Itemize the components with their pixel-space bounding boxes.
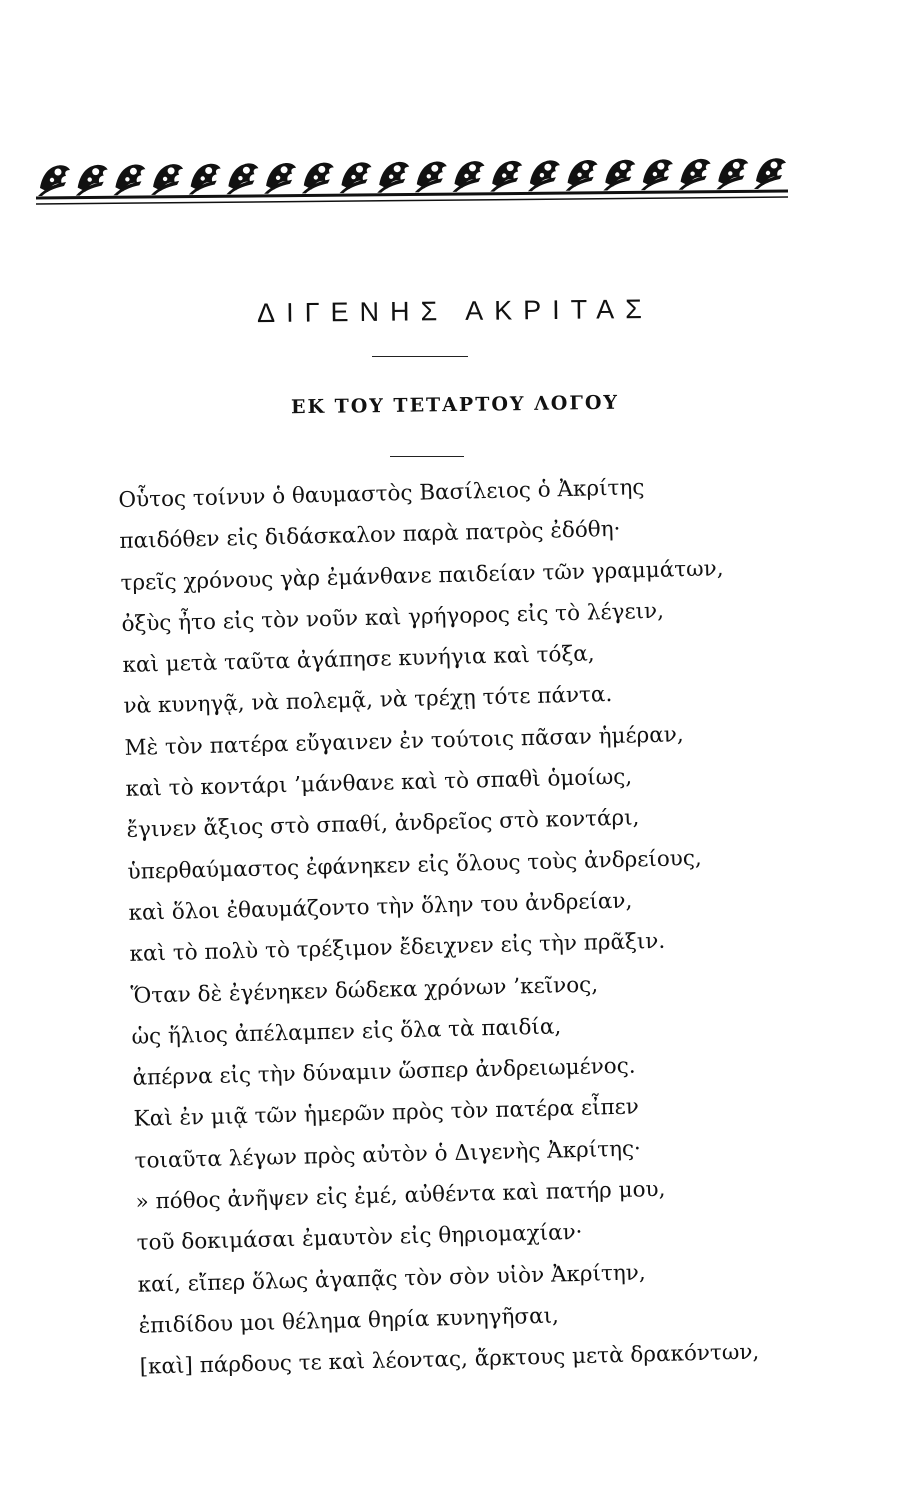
- flower-ornament-icon: [151, 164, 183, 195]
- verse-line: Καὶ ἐν μιᾷ τῶν ἡμερῶν πρὸς τὸν πατέρα εἶπεν: [133, 1094, 640, 1133]
- verse-line: τοῦ δοκιμάσαι ἐμαυτὸν εἰς θηριομαχίαν·: [136, 1220, 583, 1257]
- subtitle-divider: [390, 456, 464, 457]
- flower-ornament-icon: [264, 163, 296, 194]
- verse-line: καὶ μετὰ ταῦτα ἀγάπησε κυνήγια καὶ τόξα,: [122, 641, 595, 679]
- verse-line: καὶ τὸ πολὺ τὸ τρέξιμον ἔδειχνεν εἰς τὴν πρᾶξιν.: [129, 929, 666, 968]
- verse-line: Μὲ τὸν πατέρα εὔγαινεν ἐν τούτοις πᾶσαν ἡμέραν,: [124, 722, 684, 761]
- page-title: ΔΙΓΕΝΗΣ ΑΚΡΙΤΑΣ: [256, 293, 654, 329]
- verse-line: [καὶ] πάρδους τε καὶ λέοντας, ἄρκτους μετὰ δρακόντων,: [139, 1339, 760, 1380]
- flower-ornament-icon: [679, 159, 711, 190]
- flower-ornament-icon: [189, 164, 221, 195]
- verse-line: ὑπερθαύμαστος ἐφάνηκεν εἰς ὅλους τοὺς ἀνδρείους,: [127, 845, 702, 885]
- verse-line: ἔγινεν ἄξιος στὸ σπαθί, ἀνδρεῖος στὸ κοντάρι,: [126, 805, 640, 844]
- flower-ornament-icon: [566, 160, 598, 191]
- verse-line: ὀξὺς ἦτο εἰς τὸν νοῦν καὶ γρήγορος εἰς τὸ λέγειν,: [121, 598, 665, 637]
- flower-ornament-icon: [76, 165, 108, 196]
- flower-ornament-icon: [603, 160, 635, 191]
- verse-line: » πόθος ἀνῆψεν εἰς ἐμέ, αὐθέντα καὶ πατήρ μου,: [135, 1176, 666, 1215]
- verse-line: Οὗτος τοίνυν ὁ θαυμαστὸς Βασίλειος ὁ Ἀκρίτης: [118, 475, 645, 513]
- verse-line: Ὅταν δὲ ἐγένηκεν δώδεκα χρόνων ’κεῖνος,: [130, 971, 599, 1009]
- flower-ornament-icon: [113, 165, 145, 196]
- flower-ornament-icon: [716, 159, 748, 190]
- verse-line: καὶ ὅλοι ἐθαυμάζοντο τὴν ὅλην του ἀνδρείαν,: [128, 888, 633, 926]
- title-divider: [372, 356, 468, 357]
- verse-line: νὰ κυνηγᾷ, νὰ πολεμᾷ, νὰ τρέχῃ τότε πάντα.: [123, 682, 613, 720]
- flower-ornament-icon: [490, 161, 522, 192]
- verse-line: τρεῖς χρόνους γὰρ ἐμάνθανε παιδείαν τῶν γραμμάτων,: [120, 555, 724, 596]
- flower-ornament-icon: [415, 162, 447, 193]
- flower-ornament-icon: [302, 163, 334, 194]
- verse-line: παιδόθεν εἰς διδάσκαλον παρὰ πατρὸς ἐδόθη·: [119, 517, 621, 555]
- verse-line: τοιαῦτα λέγων πρὸς αὐτὸν ὁ Διγενὴς Ἀκρίτης·: [134, 1136, 642, 1174]
- flower-ornament-icon: [754, 158, 786, 189]
- verse-line: ἐπιδίδου μοι θέλημα θηρία κυνηγῆσαι,: [138, 1303, 560, 1339]
- flower-ornament-icon: [340, 162, 372, 193]
- ornament-band: [36, 138, 788, 208]
- verse-line: ὡς ἥλιος ἀπέλαμπεν εἰς ὅλα τὰ παιδία,: [131, 1014, 562, 1050]
- flower-ornament-icon: [528, 160, 560, 191]
- flower-ornament-icon: [38, 165, 70, 196]
- flower-ornament-icon: [226, 163, 258, 194]
- flower-ornament-icon: [377, 162, 409, 193]
- verse-line: ἀπέρνα εἰς τὴν δύναμιν ὥσπερ ἀνδρειωμένος.: [132, 1053, 636, 1091]
- flower-ornament-icon: [641, 159, 673, 190]
- poem-verses: [118, 463, 840, 1388]
- verse-line: καὶ τὸ κοντάρι ’μάνθανε καὶ τὸ σπαθὶ ὁμοίως,: [125, 764, 633, 802]
- verse-line: καί, εἴπερ ὅλως ἀγαπᾷς τὸν σὸν υἱὸν Ἀκρίτην,: [137, 1259, 646, 1298]
- section-subtitle: ΕΚ ΤΟΥ ΤΕΤΑΡΤΟΥ ΛΟΓΟΥ: [290, 391, 620, 419]
- flower-ornament-icon: [453, 161, 485, 192]
